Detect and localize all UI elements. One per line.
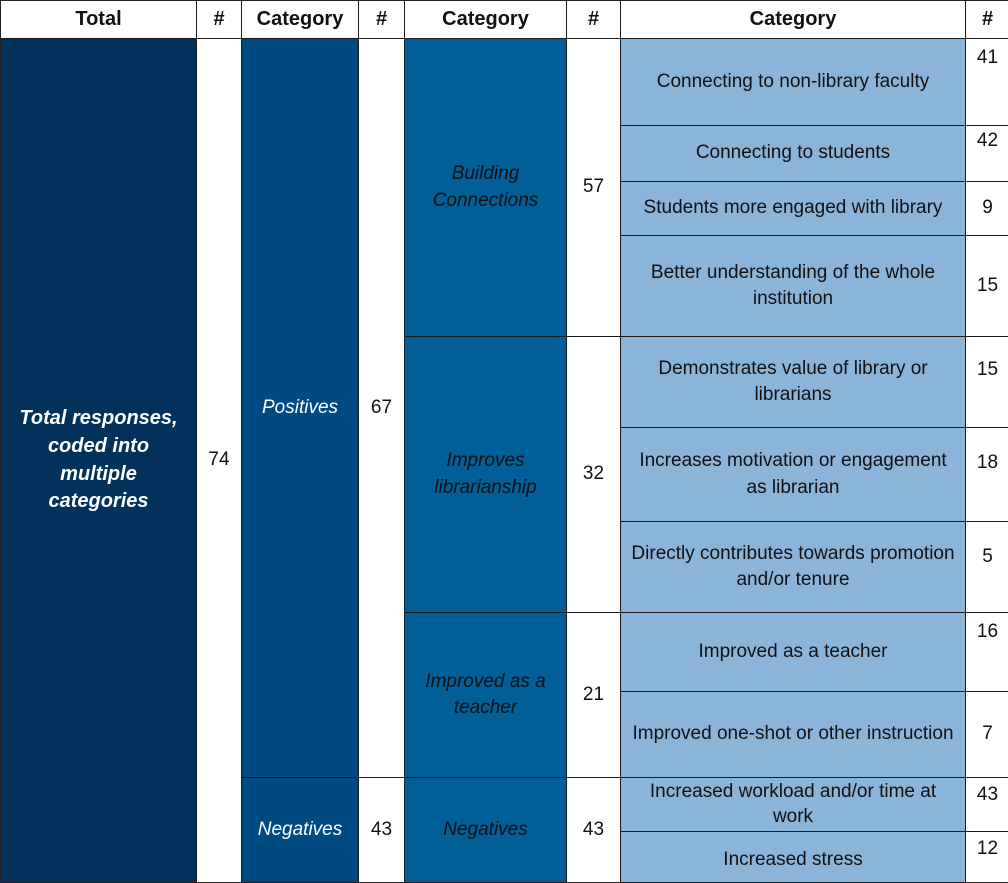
level3-count: 15 [966, 337, 1008, 428]
level3-label: Connecting to students [621, 126, 966, 182]
level1-positives-count: 67 [359, 39, 405, 778]
level3-label: Better understanding of the whole institution [621, 236, 966, 337]
level3-label: Increases motivation or engagement as librarian [621, 428, 966, 522]
level3-label: Students more engaged with library [621, 182, 966, 236]
level3-label: Improved as a teacher [621, 613, 966, 692]
level2-improved-teacher-label: Improved as a teacher [405, 613, 567, 778]
level3-label: Demonstrates value of library or librarians [621, 337, 966, 428]
level2-improves-librarianship-label: Improves librarianship [405, 337, 567, 613]
level2-building-connections-count: 57 [567, 39, 621, 337]
level3-label: Directly contributes towards promotion and/or tenure [621, 522, 966, 613]
level3-count: 16 [966, 613, 1008, 692]
level2-improves-librarianship-count: 32 [567, 337, 621, 613]
level3-label: Improved one-shot or other instruction [621, 692, 966, 778]
header-category-2: Category [405, 1, 567, 39]
level1-negatives-count: 43 [359, 778, 405, 882]
level3-count: 15 [966, 236, 1008, 337]
level3-count: 7 [966, 692, 1008, 778]
level3-label: Increased workload and/or time at work [621, 778, 966, 832]
total-label: Total responses, coded into multiple categories [1, 39, 197, 882]
level2-negatives-count: 43 [567, 778, 621, 882]
level2-improved-teacher-count: 21 [567, 613, 621, 778]
level3-count: 18 [966, 428, 1008, 522]
header-count-2: # [359, 1, 405, 39]
header-category-1: Category [242, 1, 359, 39]
header-count-4: # [966, 1, 1008, 39]
header-count-3: # [567, 1, 621, 39]
level3-count: 12 [966, 832, 1008, 882]
header-total: Total [1, 1, 197, 39]
level3-count: 9 [966, 182, 1008, 236]
level2-negatives-label: Negatives [405, 778, 567, 882]
header-category-3: Category [621, 1, 966, 39]
level3-count: 5 [966, 522, 1008, 613]
level1-positives-label: Positives [242, 39, 359, 778]
level3-count: 42 [966, 126, 1008, 182]
level3-label: Connecting to non-library faculty [621, 39, 966, 126]
total-count: 74 [197, 39, 242, 882]
level2-building-connections-label: Building Connections [405, 39, 567, 337]
level3-label: Increased stress [621, 832, 966, 882]
level3-count: 41 [966, 39, 1008, 126]
header-count-1: # [197, 1, 242, 39]
level1-negatives-label: Negatives [242, 778, 359, 882]
level3-count: 43 [966, 778, 1008, 832]
